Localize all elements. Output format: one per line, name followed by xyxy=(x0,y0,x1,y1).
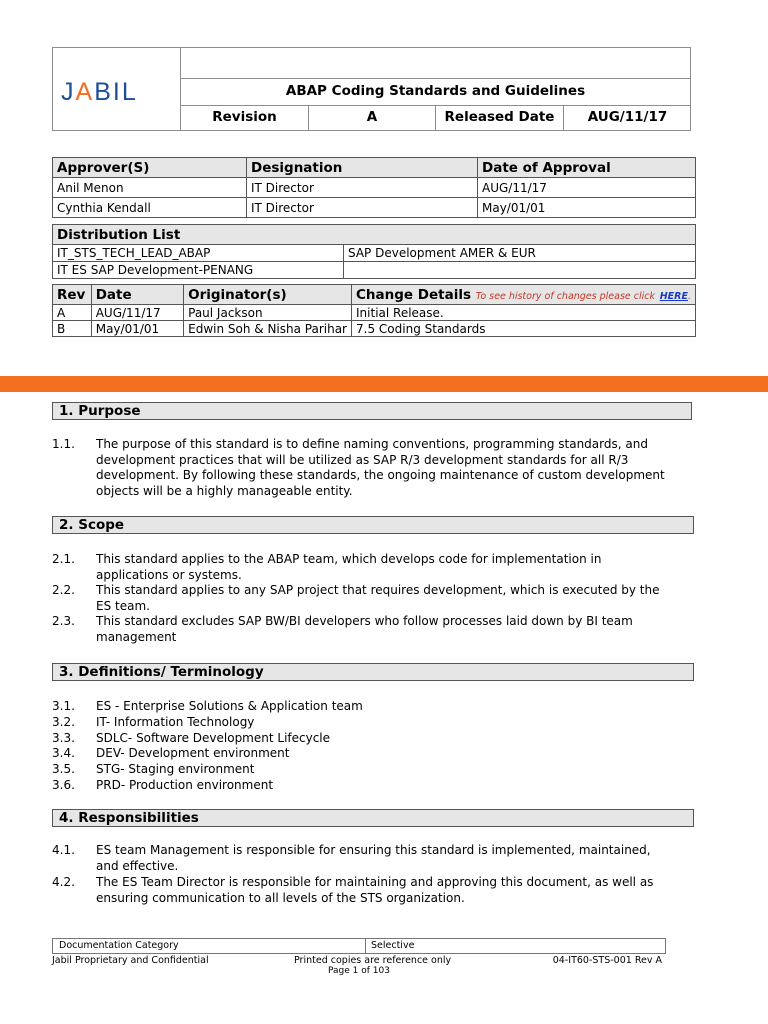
item-number: 4.2. xyxy=(52,875,75,889)
header-blank-row xyxy=(181,48,690,79)
approver-row xyxy=(53,178,696,198)
approver-date: AUG/11/17 xyxy=(478,178,696,198)
revision-row xyxy=(53,321,696,337)
revision-row xyxy=(181,105,690,130)
released-date-label: Released Date xyxy=(436,105,564,130)
distribution-entry xyxy=(344,262,696,279)
document-title: ABAP Coding Standards and Guidelines xyxy=(181,78,690,106)
item-text: ES team Management is responsible for ensuring this standard is implemented, maintained, and effective. xyxy=(96,843,651,873)
list-item xyxy=(52,552,672,583)
distribution-row xyxy=(53,262,696,279)
rev-cell: B xyxy=(53,321,92,337)
item-text: This standard applies to any SAP project that requires development, which is executed by the ES team. xyxy=(96,583,660,613)
revision-value: A xyxy=(309,105,436,130)
approver-header: Approver(S) xyxy=(53,158,247,178)
item-number: 3.1. xyxy=(52,699,75,713)
list-item xyxy=(52,778,672,794)
distribution-entry: SAP Development AMER & EUR xyxy=(344,245,696,262)
history-note: To see history of changes please click xyxy=(475,290,656,302)
item-text: PRD- Production environment xyxy=(96,778,274,792)
item-number: 3.5. xyxy=(52,762,75,776)
section-heading-definitions: 3. Definitions/ Terminology xyxy=(52,663,694,681)
item-text: DEV- Development environment xyxy=(96,746,290,760)
rev-date-cell: May/01/01 xyxy=(91,321,183,337)
item-number: 1.1. xyxy=(52,437,75,451)
item-text: STG- Staging environment xyxy=(96,762,255,776)
approver-date: May/01/01 xyxy=(478,198,696,218)
item-number: 3.2. xyxy=(52,715,75,729)
distribution-table xyxy=(52,224,696,279)
distribution-row xyxy=(53,245,696,262)
approver-name: Anil Menon xyxy=(53,178,247,198)
section-heading-purpose: 1. Purpose xyxy=(52,402,692,420)
page-number: Page 1 of 103 xyxy=(328,966,390,976)
list-item xyxy=(52,614,672,645)
item-number: 3.6. xyxy=(52,778,75,792)
originator-header: Originator(s) xyxy=(184,285,352,305)
revision-row xyxy=(53,305,696,321)
list-item xyxy=(52,583,672,614)
revision-history-table xyxy=(52,284,696,337)
item-text: The ES Team Director is responsible for maintaining and approving this document, as well as ensuring communication to all levels of the STS organization. xyxy=(96,875,654,905)
category-label: Documentation Category xyxy=(59,940,179,951)
rev-date-cell: AUG/11/17 xyxy=(91,305,183,321)
item-number: 4.1. xyxy=(52,843,75,857)
list-item xyxy=(52,437,672,499)
approver-name: Cynthia Kendall xyxy=(53,198,247,218)
footer-info-line xyxy=(52,954,666,967)
orange-divider xyxy=(0,376,768,392)
item-text: The purpose of this standard is to define naming conventions, programming standards, and development practices that will be utilized as SAP R/3 development standards for all R/3 development. By following these standards, the ongoing maintenance of custom development objects will be a highly manageable entity. xyxy=(96,437,665,498)
item-text: This standard applies to the ABAP team, which develops code for implementation in applications or systems. xyxy=(96,552,602,582)
documentation-category-box xyxy=(52,938,666,954)
list-item xyxy=(52,875,672,906)
released-date-value: AUG/11/17 xyxy=(587,109,668,125)
item-number: 3.4. xyxy=(52,746,75,760)
approvers-table xyxy=(52,157,696,218)
list-item xyxy=(52,699,672,715)
list-item xyxy=(52,762,672,778)
rev-change-cell: 7.5 Coding Standards xyxy=(352,321,696,337)
item-text: IT- Information Technology xyxy=(96,715,255,729)
jabil-logo: JABIL xyxy=(61,78,138,106)
page-footer xyxy=(52,938,666,976)
rev-originator-cell: Paul Jackson xyxy=(184,305,352,321)
distribution-entry: IT_STS_TECH_LEAD_ABAP xyxy=(53,245,344,262)
approver-row xyxy=(53,198,696,218)
approval-date-header: Date of Approval xyxy=(478,158,696,178)
revision-label: Revision xyxy=(181,105,309,130)
approver-designation: IT Director xyxy=(247,198,478,218)
list-item xyxy=(52,746,672,762)
footer-confidential: Jabil Proprietary and Confidential xyxy=(52,955,209,966)
item-text: This standard excludes SAP BW/BI developers who follow processes laid down by BI team management xyxy=(96,614,633,644)
document-header xyxy=(52,47,691,131)
distribution-header: Distribution List xyxy=(53,225,696,245)
footer-printed-note: Printed copies are reference only xyxy=(294,955,452,966)
item-number: 2.3. xyxy=(52,614,75,628)
approver-designation: IT Director xyxy=(247,178,478,198)
list-item xyxy=(52,715,672,731)
date-header: Date xyxy=(91,285,183,305)
item-number: 2.1. xyxy=(52,552,75,566)
item-number: 2.2. xyxy=(52,583,75,597)
list-item xyxy=(52,731,672,747)
footer-doc-id: 04-IT60-STS-001 Rev A xyxy=(552,955,662,966)
rev-header: Rev xyxy=(53,285,92,305)
item-number: 3.3. xyxy=(52,731,75,745)
category-value: Selective xyxy=(371,940,415,951)
section-heading-scope: 2. Scope xyxy=(52,516,694,534)
section-heading-responsibilities: 4. Responsibilities xyxy=(52,809,694,827)
item-text: ES - Enterprise Solutions & Application team xyxy=(96,699,363,713)
item-text: SDLC- Software Development Lifecycle xyxy=(96,731,331,745)
rev-originator-cell: Edwin Soh & Nisha Parihar xyxy=(184,321,352,337)
rev-cell: A xyxy=(53,305,92,321)
rev-change-cell: Initial Release. xyxy=(352,305,696,321)
logo-cell xyxy=(53,48,181,130)
history-link[interactable]: HERE xyxy=(659,290,688,302)
distribution-entry: IT ES SAP Development-PENANG xyxy=(53,262,344,279)
change-details-header: Change Details To see history of changes please click HERE. xyxy=(352,285,696,305)
change-details-label: Change Details xyxy=(356,286,471,303)
designation-header: Designation xyxy=(247,158,478,178)
list-item xyxy=(52,843,672,874)
